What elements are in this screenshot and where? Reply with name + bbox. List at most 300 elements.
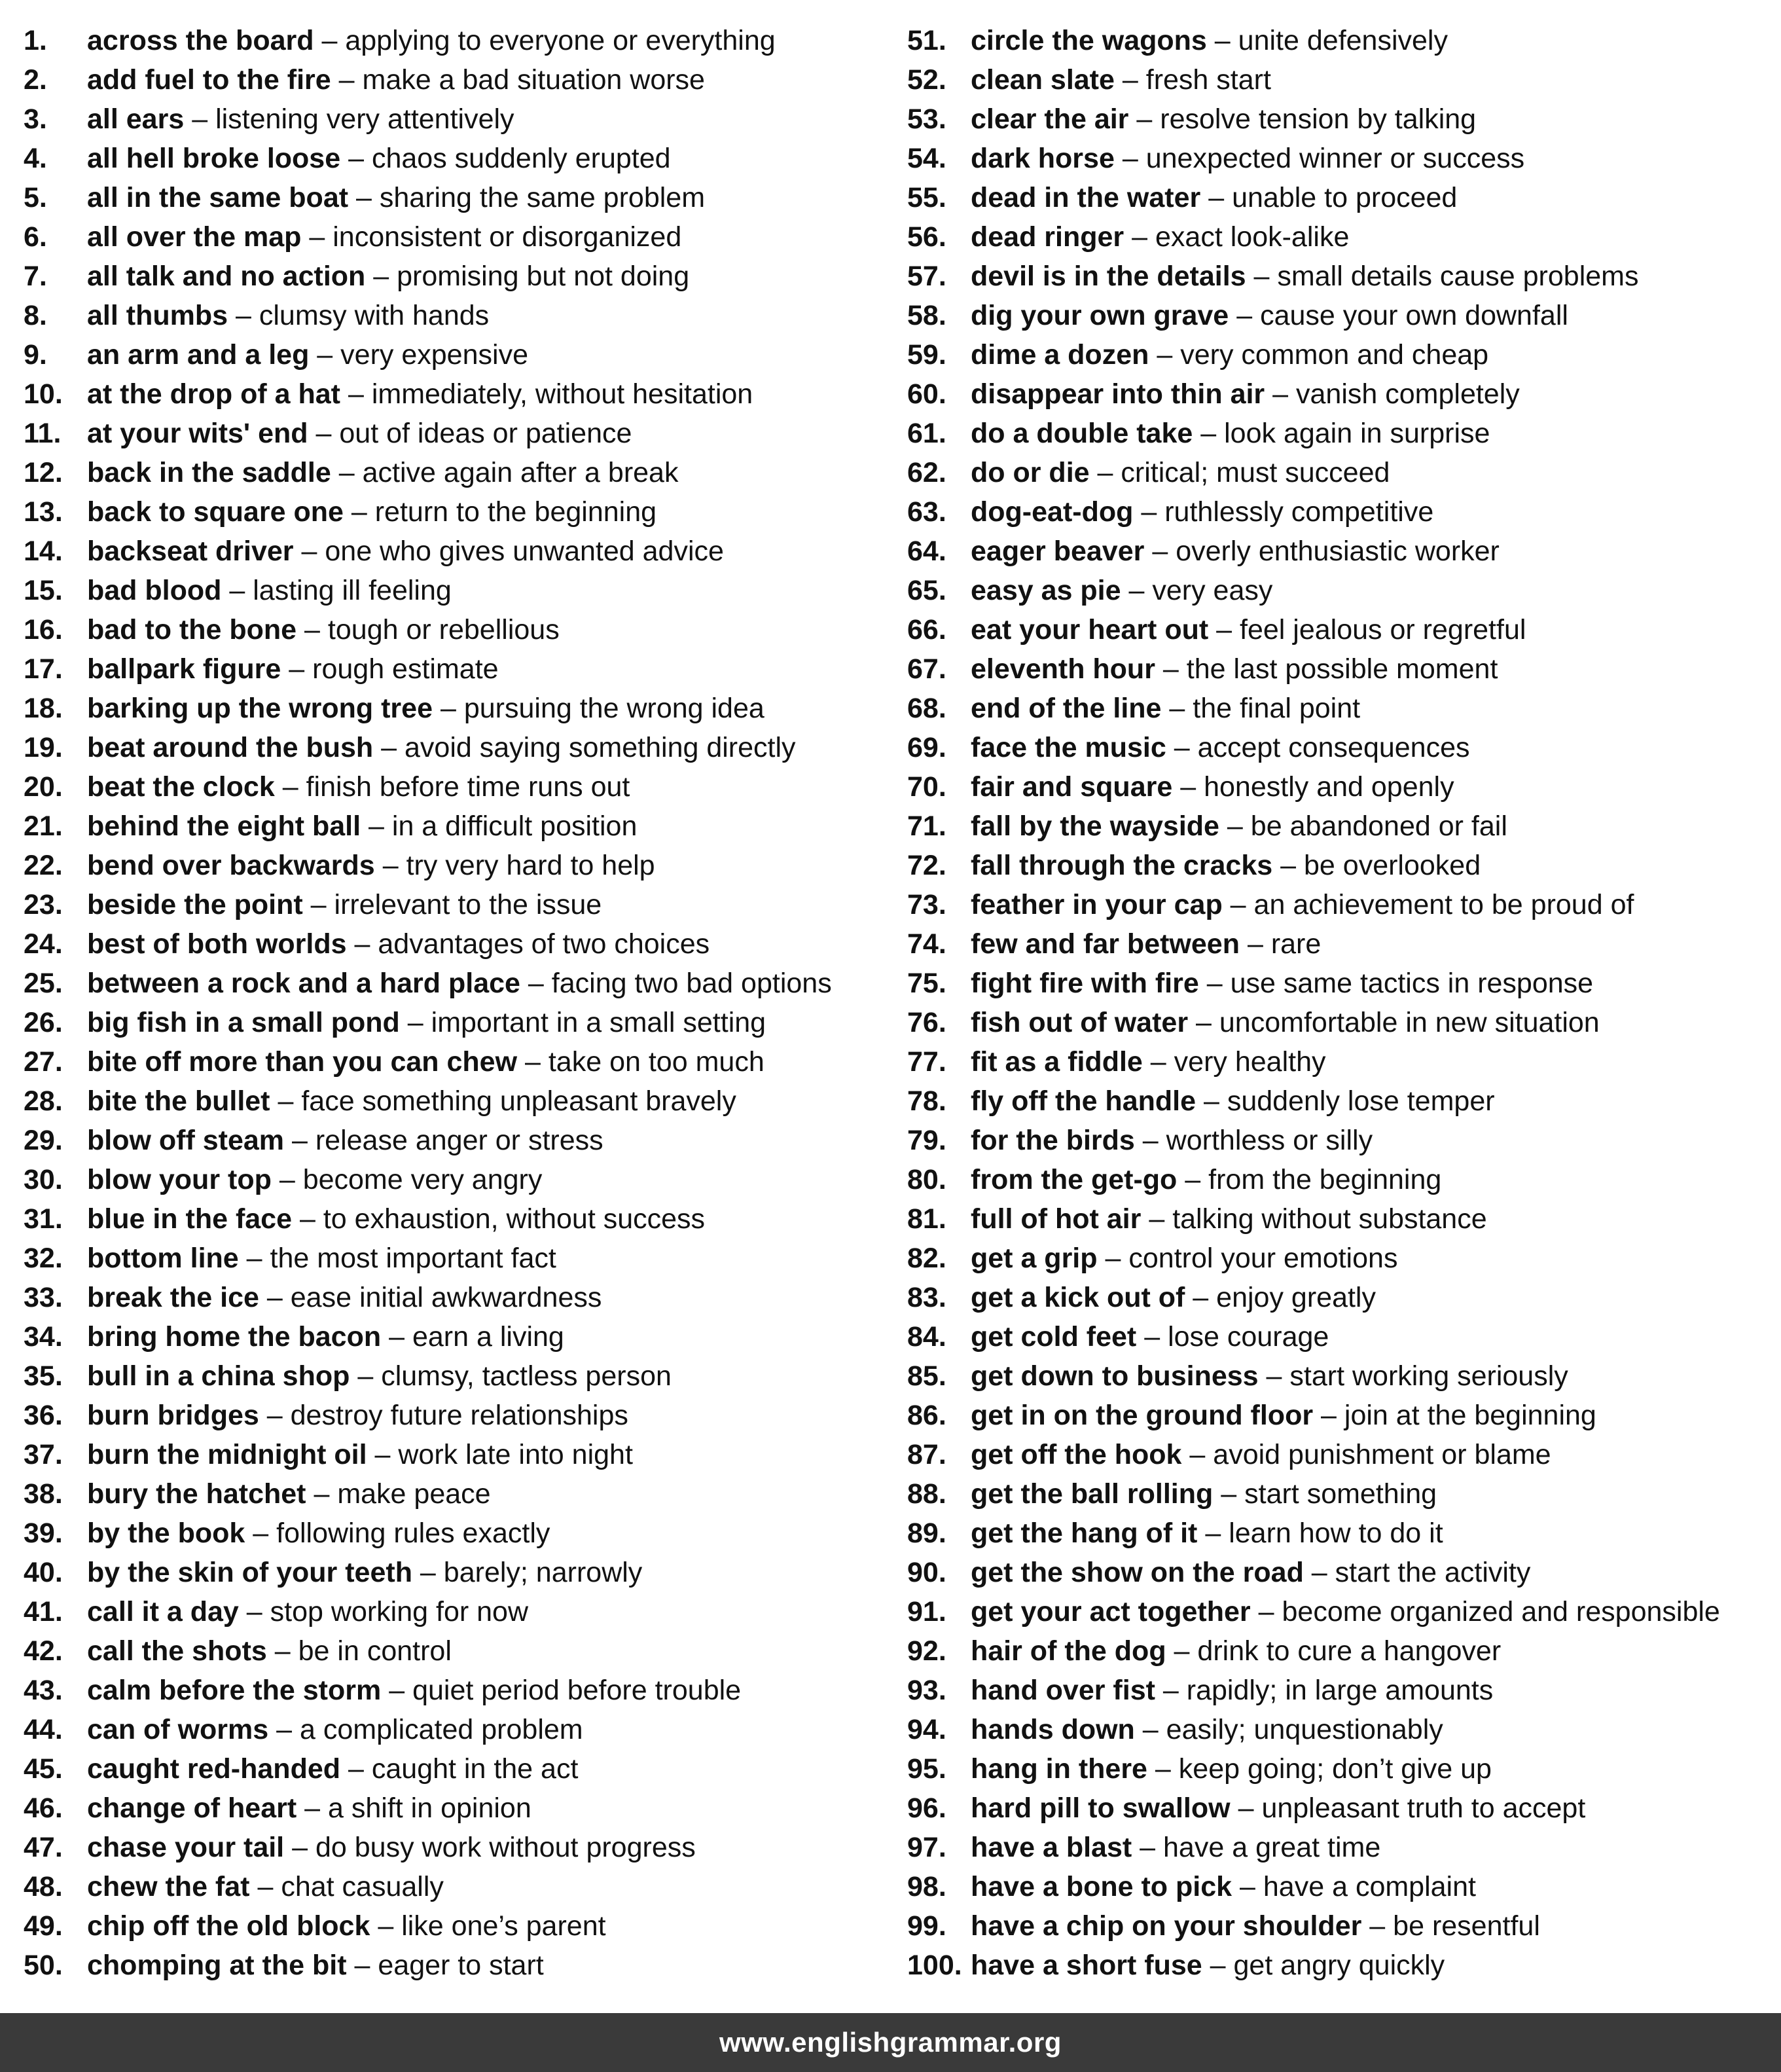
idiom-entry [24,453,901,492]
idiom-separator: – [1311,1557,1327,1588]
idiom-definition: following rules exactly [276,1518,550,1549]
idiom-term: fit as a fiddle [971,1046,1143,1078]
idiom-text [971,1081,1495,1121]
idiom-separator: – [357,1360,374,1392]
idiom-number: 19. [24,732,63,763]
idiom-entry [24,1042,901,1081]
idiom-separator: – [356,182,372,213]
idiom-separator: – [528,968,544,999]
idiom-definition: unite defensively [1238,25,1448,56]
idiom-entry [907,767,1781,807]
idiom-separator: – [338,64,355,96]
idiom-number: 33. [24,1282,63,1313]
idiom-term: caught red-handed [87,1753,341,1785]
idiom-term: have a chip on your shoulder [971,1910,1362,1942]
idiom-term: disappear into thin air [971,378,1265,410]
idiom-entry [907,139,1781,178]
idiom-number: 20. [24,771,63,803]
idiom-definition: to exhaustion, without success [323,1203,706,1235]
idiom-term: bad to the bone [87,614,297,645]
idiom-entry [24,1553,901,1592]
idiom-term: get in on the ground floor [971,1400,1314,1431]
idiom-term: few and far between [971,928,1240,960]
idiom-number: 34. [24,1321,63,1353]
idiom-definition: caught in the act [371,1753,579,1785]
idiom-definition: chat casually [281,1871,444,1902]
idiom-entry [24,1160,901,1199]
idiom-entry [24,1631,901,1671]
idiom-term: an arm and a leg [87,339,310,371]
idiom-text [87,1671,741,1710]
idiom-term: hair of the dog [971,1635,1166,1667]
idiom-entry [24,1396,901,1435]
idiom-text [971,767,1454,807]
idiom-entry [907,217,1781,257]
idiom-term: dead in the water [971,182,1201,213]
idiom-entry [24,846,901,885]
idiom-definition: ease initial awkwardness [290,1282,602,1313]
idiom-entry [907,964,1781,1003]
idiom-text [971,1160,1441,1199]
idiom-text [87,139,671,178]
idiom-text [971,1278,1376,1317]
idiom-number: 4. [24,143,47,174]
idiom-term: back to square one [87,496,344,528]
idiom-number: 54. [907,143,946,174]
idiom-definition: look again in surprise [1224,418,1490,449]
idiom-term: circle the wagons [971,25,1207,56]
idiom-number: 40. [24,1557,63,1588]
idiom-number: 70. [907,771,946,803]
idiom-text [971,1474,1437,1514]
idiom-separator: – [389,1321,405,1353]
idiom-entry [907,924,1781,964]
idiom-entry [907,1435,1781,1474]
idiom-text [971,1828,1380,1867]
idiom-number: 100. [907,1950,962,1981]
idiom-definition: a complicated problem [300,1714,583,1745]
idiom-definition: start something [1244,1478,1437,1510]
idiom-term: hard pill to swallow [971,1792,1231,1824]
idiom-entry [24,571,901,610]
idiom-number: 75. [907,968,946,999]
idiom-separator: – [373,261,389,292]
idiom-term: burn bridges [87,1400,259,1431]
idiom-definition: rough estimate [312,653,499,685]
idiom-separator: – [266,1282,283,1313]
idiom-number: 28. [24,1085,63,1117]
idiom-definition: have a complaint [1263,1871,1476,1902]
idiom-number: 59. [907,339,946,371]
idiom-definition: be in control [298,1635,452,1667]
idiom-number: 80. [907,1164,946,1195]
idiom-separator: – [304,1792,321,1824]
idiom-separator: – [301,536,317,567]
idiom-term: by the skin of your teeth [87,1557,412,1588]
idiom-separator: – [1142,1714,1159,1745]
idiom-entry [907,1789,1781,1828]
idiom-entry [907,571,1781,610]
idiom-text [971,1199,1487,1239]
idiom-entry [907,1749,1781,1789]
idiom-number: 88. [907,1478,946,1510]
idiom-number: 13. [24,496,63,528]
idiom-number: 69. [907,732,946,763]
idiom-definition: uncomfortable in new situation [1219,1007,1600,1038]
idiom-definition: drink to cure a hangover [1197,1635,1502,1667]
idiom-text [87,1710,583,1749]
idiom-number: 21. [24,810,63,842]
idiom-term: feather in your cap [971,889,1223,920]
idiom-number: 84. [907,1321,946,1353]
idiom-number: 73. [907,889,946,920]
idiom-text [971,885,1634,924]
idiom-number: 77. [907,1046,946,1078]
idiom-separator: – [278,1085,294,1117]
idiom-text [87,1553,642,1592]
idiom-definition: get angry quickly [1233,1950,1445,1981]
idiom-separator: – [354,928,370,960]
idiom-term: get your act together [971,1596,1251,1627]
idiom-entry [24,1946,901,1985]
idiom-text [971,1356,1568,1396]
idiom-number: 44. [24,1714,63,1745]
idiom-separator: – [315,418,332,449]
idiom-text [971,335,1488,374]
idiom-definition: honestly and openly [1204,771,1454,803]
idiom-text [87,335,528,374]
idiom-term: fall by the wayside [971,810,1219,842]
idiom-term: break the ice [87,1282,259,1313]
idiom-text [971,296,1568,335]
idiom-number: 91. [907,1596,946,1627]
footer-url: www.englishgrammar.org [719,2027,1062,2058]
idiom-text [87,728,796,767]
idiom-term: do a double take [971,418,1193,449]
idiom-text [87,1278,602,1317]
idiom-number: 90. [907,1557,946,1588]
idiom-text [971,807,1507,846]
idiom-separator: – [1205,1518,1221,1549]
idiom-text [87,1435,633,1474]
idiom-definition: talking without substance [1172,1203,1487,1235]
idiom-text [971,846,1481,885]
idiom-separator: – [1206,968,1223,999]
idiom-definition: feel jealous or regretful [1240,614,1526,645]
idiom-entry [907,1631,1781,1671]
idiom-number: 6. [24,221,47,253]
idiom-number: 61. [907,418,946,449]
idiom-term: chase your tail [87,1832,285,1863]
idiom-separator: – [1214,25,1231,56]
idiom-separator: – [192,103,208,135]
idiom-separator: – [274,1635,291,1667]
idiom-term: clean slate [971,64,1115,96]
idiom-text [971,1710,1443,1749]
idiom-entry [907,1592,1781,1631]
idiom-term: all over the map [87,221,302,253]
idiom-definition: work late into night [398,1439,633,1470]
idiom-separator: – [420,1557,436,1588]
idiom-number: 5. [24,182,47,213]
idiom-entry [907,1710,1781,1749]
idiom-text [87,1631,452,1671]
idiom-number: 7. [24,261,47,292]
idiom-separator: – [235,300,251,331]
idiom-definition: an achievement to be proud of [1253,889,1634,920]
idiom-entry [24,100,901,139]
idiom-term: easy as pie [971,575,1121,606]
idiom-entry [24,217,901,257]
idiom-definition: accept consequences [1197,732,1470,763]
idiom-definition: the most important fact [270,1243,556,1274]
idiom-separator: – [1280,850,1297,881]
idiom-separator: – [1238,1792,1254,1824]
idiom-text [971,1003,1600,1042]
idiom-term: bend over backwards [87,850,375,881]
idiom-term: get the ball rolling [971,1478,1214,1510]
idiom-text [971,1553,1530,1592]
idiom-number: 3. [24,103,47,135]
idiom-entry [24,1671,901,1710]
idiom-term: chip off the old block [87,1910,370,1942]
idiom-entry [24,60,901,100]
idiom-number: 67. [907,653,946,685]
idiom-separator: – [1253,261,1270,292]
idiom-definition: like one’s parent [401,1910,606,1942]
idiom-term: beat the clock [87,771,275,803]
idiom-entry [24,1003,901,1042]
idiom-entry [24,1710,901,1749]
idiom-definition: destroy future relationships [290,1400,628,1431]
idiom-term: call the shots [87,1635,267,1667]
idiom-separator: – [1321,1400,1337,1431]
idiom-number: 14. [24,536,63,567]
idiom-definition: use same tactics in response [1230,968,1594,999]
idiom-definition: one who gives unwanted advice [325,536,724,567]
idiom-definition: rapidly; in large amounts [1186,1675,1494,1706]
idiom-separator: – [1200,418,1217,449]
idiom-term: at your wits' end [87,418,308,449]
idiom-separator: – [1140,1832,1156,1863]
idiom-term: beside the point [87,889,303,920]
idiom-number: 56. [907,221,946,253]
idiom-number: 76. [907,1007,946,1038]
idiom-term: by the book [87,1518,245,1549]
idiom-text [87,296,489,335]
idiom-number: 74. [907,928,946,960]
idiom-entry [24,178,901,217]
idiom-definition: eager to start [378,1950,544,1981]
idiom-number: 72. [907,850,946,881]
idiom-text [971,21,1448,60]
idiom-entry [24,1435,901,1474]
idiom-text [971,1789,1585,1828]
idiom-definition: out of ideas or patience [339,418,632,449]
idiom-definition: become organized and responsible [1282,1596,1720,1627]
idiom-number: 63. [907,496,946,528]
idiom-entry [907,414,1781,453]
idiom-term: bite off more than you can chew [87,1046,518,1078]
idiom-definition: the last possible moment [1186,653,1498,685]
idiom-separator: – [1247,928,1263,960]
idiom-definition: do busy work without progress [315,1832,696,1863]
idiom-separator: – [276,1714,293,1745]
idiom-separator: – [1203,1085,1219,1117]
idiom-text [87,1003,766,1042]
idiom-entry [24,1789,901,1828]
idiom-entry [907,1121,1781,1160]
idiom-entry [24,924,901,964]
idiom-number: 79. [907,1125,946,1156]
idiom-term: calm before the storm [87,1675,382,1706]
idiom-separator: – [348,1753,364,1785]
idiom-text [87,374,753,414]
idiom-text [971,1239,1397,1278]
idiom-separator: – [1189,1439,1206,1470]
idiom-term: bull in a china shop [87,1360,350,1392]
idiom-separator: – [1196,1007,1212,1038]
idiom-number: 36. [24,1400,63,1431]
idiom-entry [907,1906,1781,1946]
idiom-separator: – [378,1910,394,1942]
idiom-definition: be resentful [1393,1910,1540,1942]
idiom-entry [907,1317,1781,1356]
idiom-definition: sharing the same problem [379,182,706,213]
idiom-term: get down to business [971,1360,1259,1392]
idiom-number: 50. [24,1950,63,1981]
idiom-number: 64. [907,536,946,567]
idiom-definition: enjoy greatly [1216,1282,1376,1313]
idiom-number: 25. [24,968,63,999]
idiom-definition: applying to everyone or everything [345,25,776,56]
idiom-definition: join at the beginning [1344,1400,1596,1431]
idiom-text [87,846,655,885]
idiom-number: 30. [24,1164,63,1195]
idiom-number: 93. [907,1675,946,1706]
idiom-text [87,100,514,139]
idiom-definition: quiet period before trouble [412,1675,742,1706]
idiom-separator: – [1169,693,1185,724]
idiom-term: at the drop of a hat [87,378,340,410]
idiom-separator: – [1216,614,1232,645]
idiom-text [971,689,1360,728]
idiom-term: beat around the bush [87,732,374,763]
idiom-term: dark horse [971,143,1115,174]
idiom-entry [24,1121,901,1160]
idiom-term: all hell broke loose [87,143,341,174]
idiom-separator: – [1122,64,1138,96]
idiom-number: 42. [24,1635,63,1667]
idiom-entry [907,807,1781,846]
idiom-number: 17. [24,653,63,685]
idiom-definition: unexpected winner or success [1145,143,1525,174]
idiom-text [87,1514,550,1553]
idiom-entry [24,807,901,846]
idiom-separator: – [407,1007,423,1038]
idiom-text [87,21,776,60]
idiom-separator: – [309,221,325,253]
idiom-text [87,1356,672,1396]
idiom-number: 87. [907,1439,946,1470]
idiom-definition: barely; narrowly [443,1557,643,1588]
idiom-text [971,649,1498,689]
idiom-term: add fuel to the fire [87,64,331,96]
idiom-term: end of the line [971,693,1162,724]
idiom-text [971,1317,1329,1356]
idiom-definition: clumsy, tactless person [381,1360,672,1392]
idiom-text [971,1749,1492,1789]
idiom-separator: – [1208,182,1225,213]
idiom-entry [907,1003,1781,1042]
idiom-text [87,1946,544,1985]
idiom-entry [24,964,901,1003]
idiom-entry [907,1081,1781,1121]
idiom-separator: – [440,693,456,724]
idiom-definition: stop working for now [270,1596,529,1627]
idiom-definition: rare [1270,928,1322,960]
idiom-separator: – [1157,339,1173,371]
idiom-definition: a shift in opinion [328,1792,531,1824]
idiom-term: dig your own grave [971,300,1229,331]
idiom-column-left [24,21,901,1985]
idiom-number: 53. [907,103,946,135]
idiom-term: for the birds [971,1125,1135,1156]
idiom-entry [24,1356,901,1396]
idiom-term: big fish in a small pond [87,1007,400,1038]
idiom-term: bury the hatchet [87,1478,306,1510]
idiom-separator: – [369,810,384,842]
idiom-definition: clumsy with hands [259,300,490,331]
idiom-entry [907,1946,1781,1985]
idiom-number: 83. [907,1282,946,1313]
idiom-separator: – [266,1400,283,1431]
idiom-separator: – [310,889,327,920]
idiom-entry [24,689,901,728]
idiom-number: 98. [907,1871,946,1902]
idiom-entry [24,1514,901,1553]
idiom-number: 24. [24,928,63,960]
idiom-definition: active again after a break [362,457,679,488]
idiom-number: 41. [24,1596,63,1627]
idiom-entry [24,1081,901,1121]
idiom-term: call it a day [87,1596,239,1627]
idiom-separator: – [524,1046,541,1078]
idiom-text [971,924,1321,964]
idiom-definition: finish before time runs out [306,771,630,803]
idiom-separator: – [348,378,364,410]
idiom-number: 97. [907,1832,946,1863]
idiom-definition: small details cause problems [1277,261,1639,292]
idiom-number: 49. [24,1910,63,1942]
idiom-definition: have a great time [1163,1832,1381,1863]
idiom-text [87,1121,603,1160]
idiom-text [971,964,1593,1003]
idiom-definition: make peace [337,1478,491,1510]
idiom-separator: – [1097,457,1113,488]
idiom-term: hang in there [971,1753,1147,1785]
idiom-definition: keep going; don’t give up [1178,1753,1492,1785]
idiom-text [87,767,630,807]
idiom-text [971,1396,1596,1435]
idiom-column-right [907,21,1781,1985]
idiom-text [971,257,1638,296]
idiom-definition: easily; unquestionably [1166,1714,1443,1745]
idiom-separator: – [282,771,298,803]
idiom-definition: tough or rebellious [327,614,560,645]
idiom-term: dime a dozen [971,339,1149,371]
idiom-number: 31. [24,1203,63,1235]
